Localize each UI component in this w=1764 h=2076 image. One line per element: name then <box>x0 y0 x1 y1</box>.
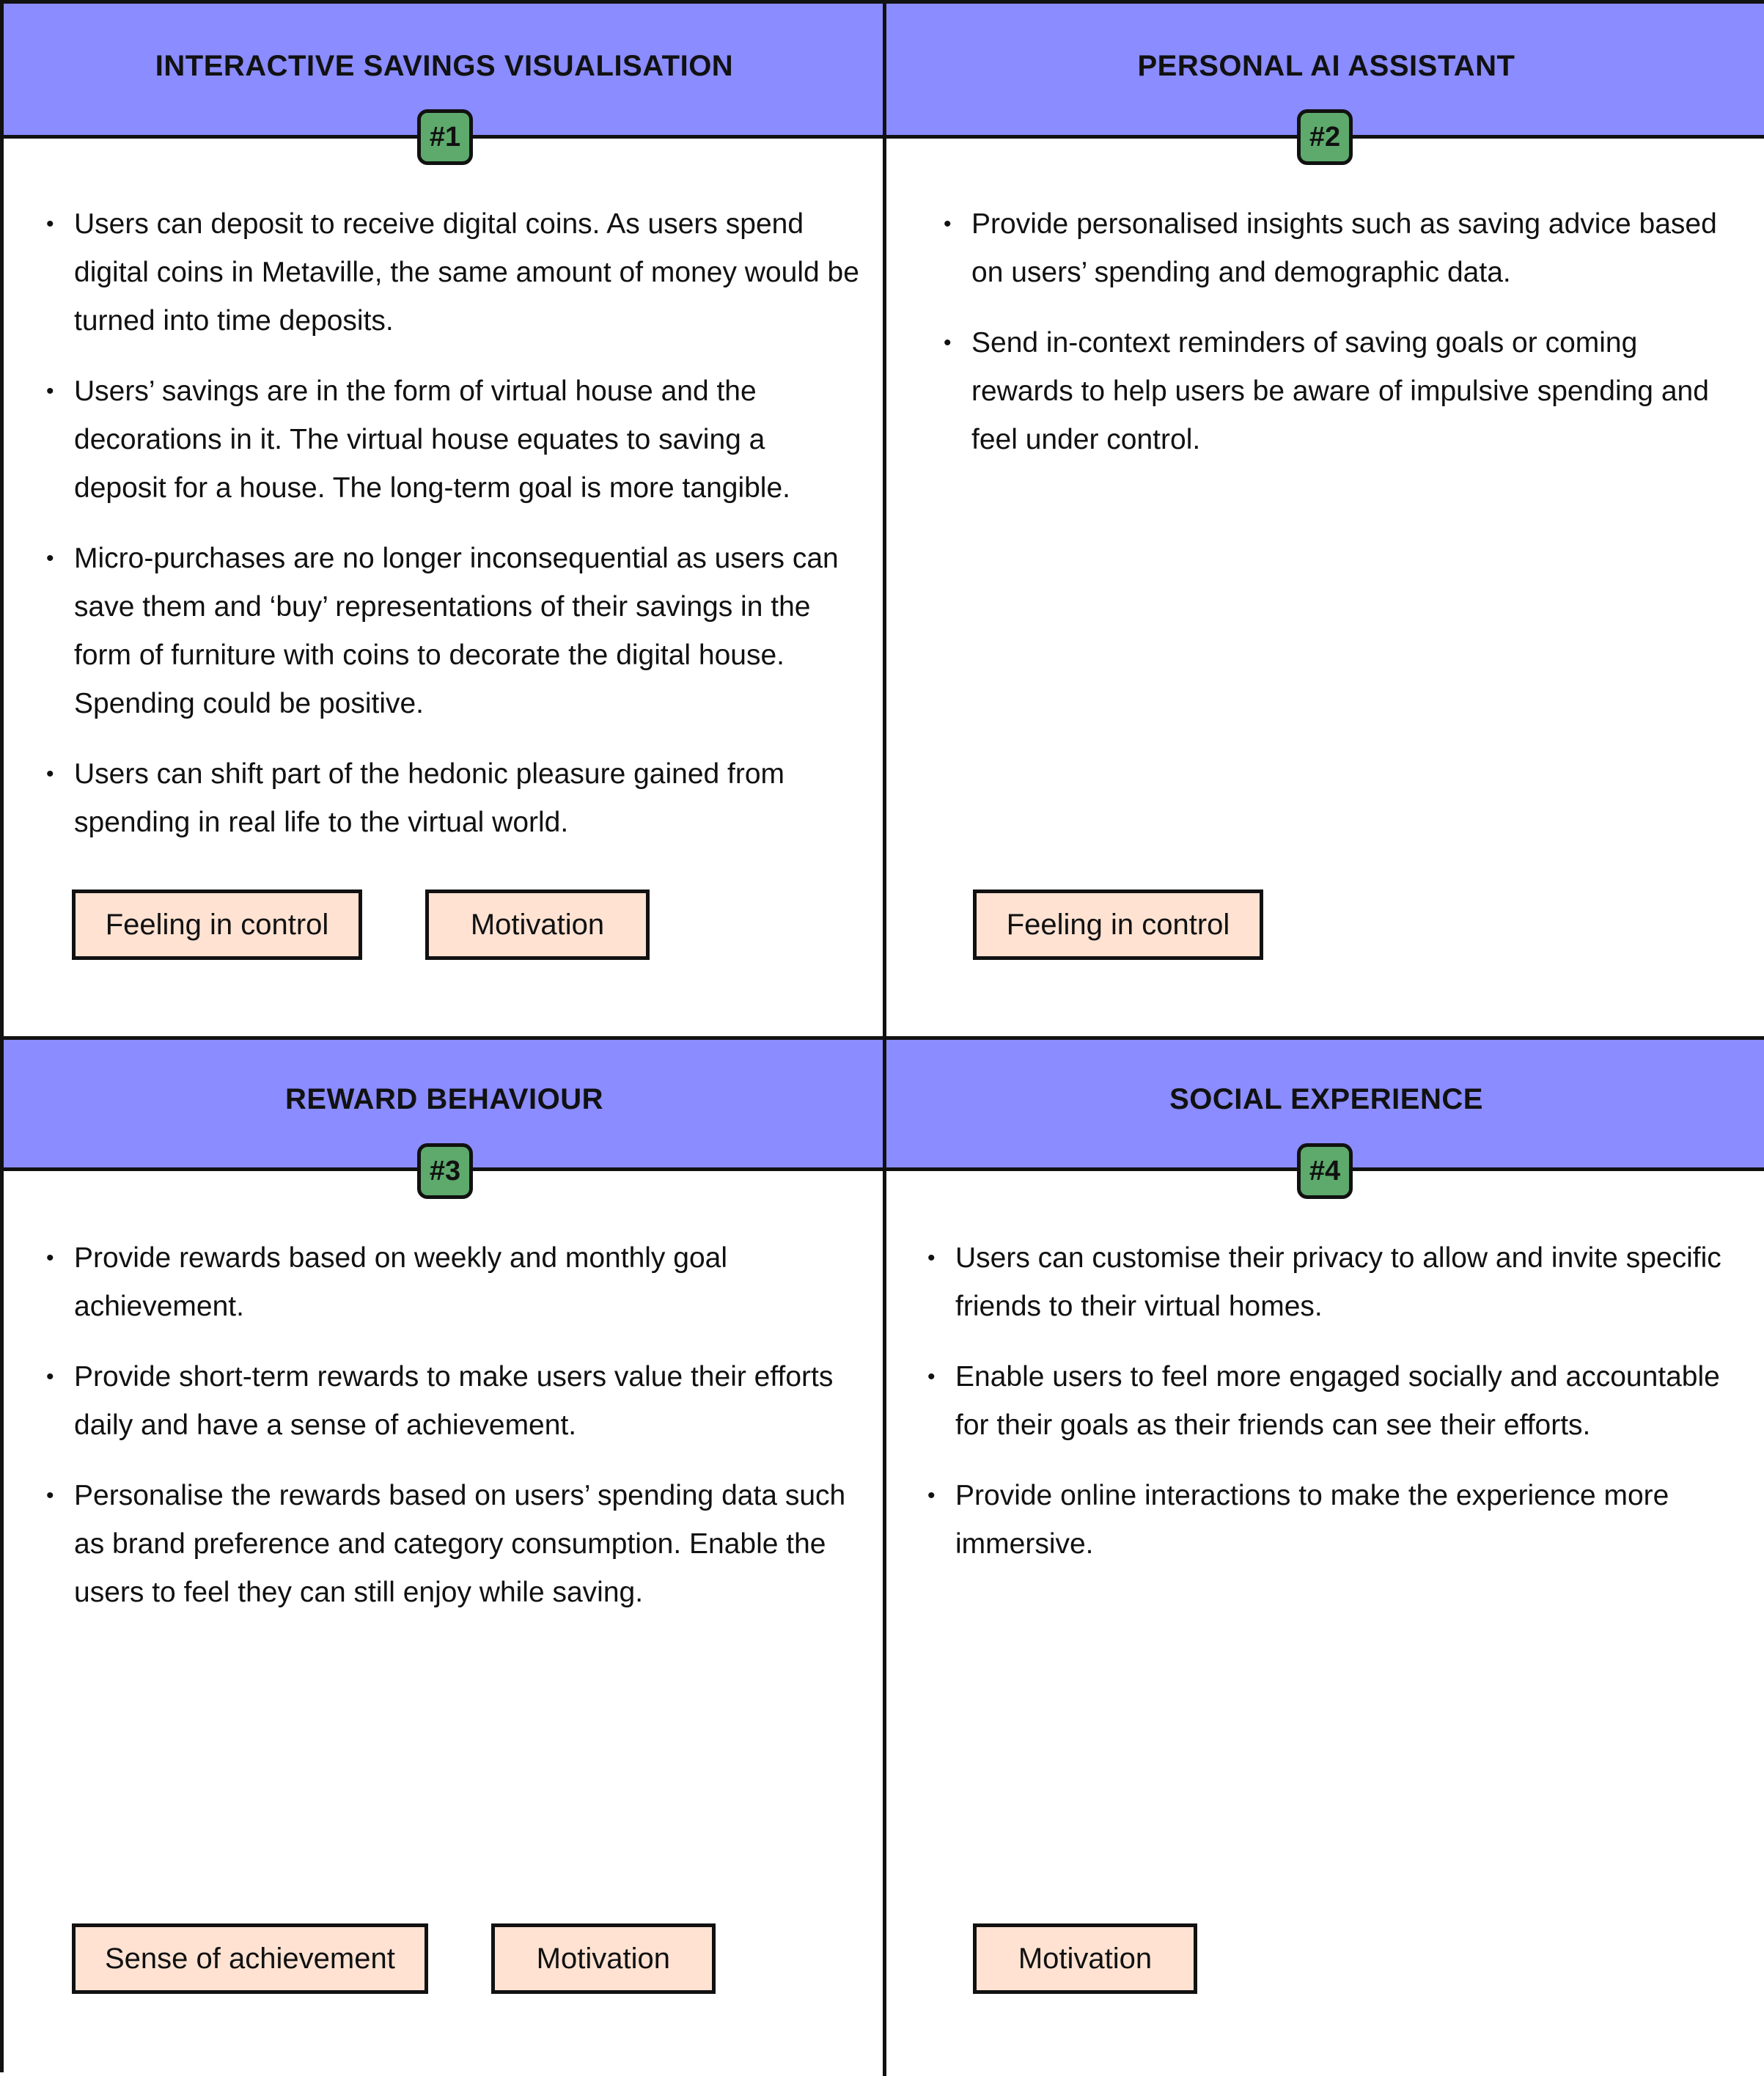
panel-reward-behaviour <box>4 1038 885 2076</box>
bullet-item: • Users can customise their privacy to allow and invite specific friends to their virtual homes. <box>927 1234 1746 1331</box>
bullet-list <box>927 1234 1746 1591</box>
panel-number-badge: #4 <box>1297 1143 1353 1199</box>
panel-number-badge: #2 <box>1297 109 1353 165</box>
tag-motivation: Motivation <box>425 890 650 960</box>
tag-feeling-in-control: Feeling in control <box>973 890 1263 960</box>
bullet-item: • Provide rewards based on weekly and monthly goal achievement. <box>46 1234 863 1331</box>
tag-feeling-in-control: Feeling in control <box>72 890 362 960</box>
panel-title: REWARD BEHAVIOUR <box>285 1083 603 1115</box>
bullet-item: • Users can deposit to receive digital coins. As users spend digital coins in Metaville, the same amount of money would be turned into time deposits. <box>46 200 863 345</box>
tag-row <box>973 890 1263 960</box>
bullet-list <box>46 200 863 869</box>
tag-row <box>973 1923 1197 1994</box>
panel-social-experience <box>885 1038 1764 2076</box>
vertical-divider <box>883 4 886 2076</box>
panel-title: SOCIAL EXPERIENCE <box>1169 1083 1483 1115</box>
horizontal-divider <box>4 1036 1764 1040</box>
panel-title: PERSONAL AI ASSISTANT <box>1137 50 1515 82</box>
bullet-item: • Provide personalised insights such as saving advice based on users’ spending and demographic data. <box>944 200 1746 297</box>
bullet-list <box>944 200 1746 486</box>
panel-number-badge: #1 <box>417 109 473 165</box>
bullet-item: • Users’ savings are in the form of virtual house and the decorations in it. The virtual house equates to saving a deposit for a house. The long-term goal is more tangible. <box>46 367 863 513</box>
panel-title: INTERACTIVE SAVINGS VISUALISATION <box>155 50 734 82</box>
bullet-item: • Personalise the rewards based on users’ spending data such as brand preference and category consumption. Enable the users to feel they can still enjoy while saving. <box>46 1472 863 1617</box>
panel-interactive-savings-visualisation <box>4 4 885 1038</box>
tag-row <box>72 1923 716 1994</box>
tag-row <box>72 890 650 960</box>
bullet-item: • Send in-context reminders of saving goals or coming rewards to help users be aware of impulsive spending and feel under control. <box>944 319 1746 464</box>
tag-sense-of-achievement: Sense of achievement <box>72 1923 428 1994</box>
bullet-item: • Micro-purchases are no longer inconsequential as users can save them and ‘buy’ representations of their savings in the form of furniture with coins to decorate the digital house. Spending could be positive. <box>46 535 863 728</box>
panel-personal-ai-assistant <box>885 4 1764 1038</box>
bullet-item: • Provide short-term rewards to make users value their efforts daily and have a sense of achievement. <box>46 1353 863 1450</box>
tag-motivation: Motivation <box>973 1923 1197 1994</box>
bullet-item: • Provide online interactions to make the experience more immersive. <box>927 1472 1746 1569</box>
panel-number-badge: #3 <box>417 1143 473 1199</box>
tag-motivation: Motivation <box>491 1923 716 1994</box>
bullet-item: • Enable users to feel more engaged socially and accountable for their goals as their friends can see their efforts. <box>927 1353 1746 1450</box>
bullet-list <box>46 1234 863 1639</box>
bullet-item: • Users can shift part of the hedonic pleasure gained from spending in real life to the virtual world. <box>46 750 863 847</box>
